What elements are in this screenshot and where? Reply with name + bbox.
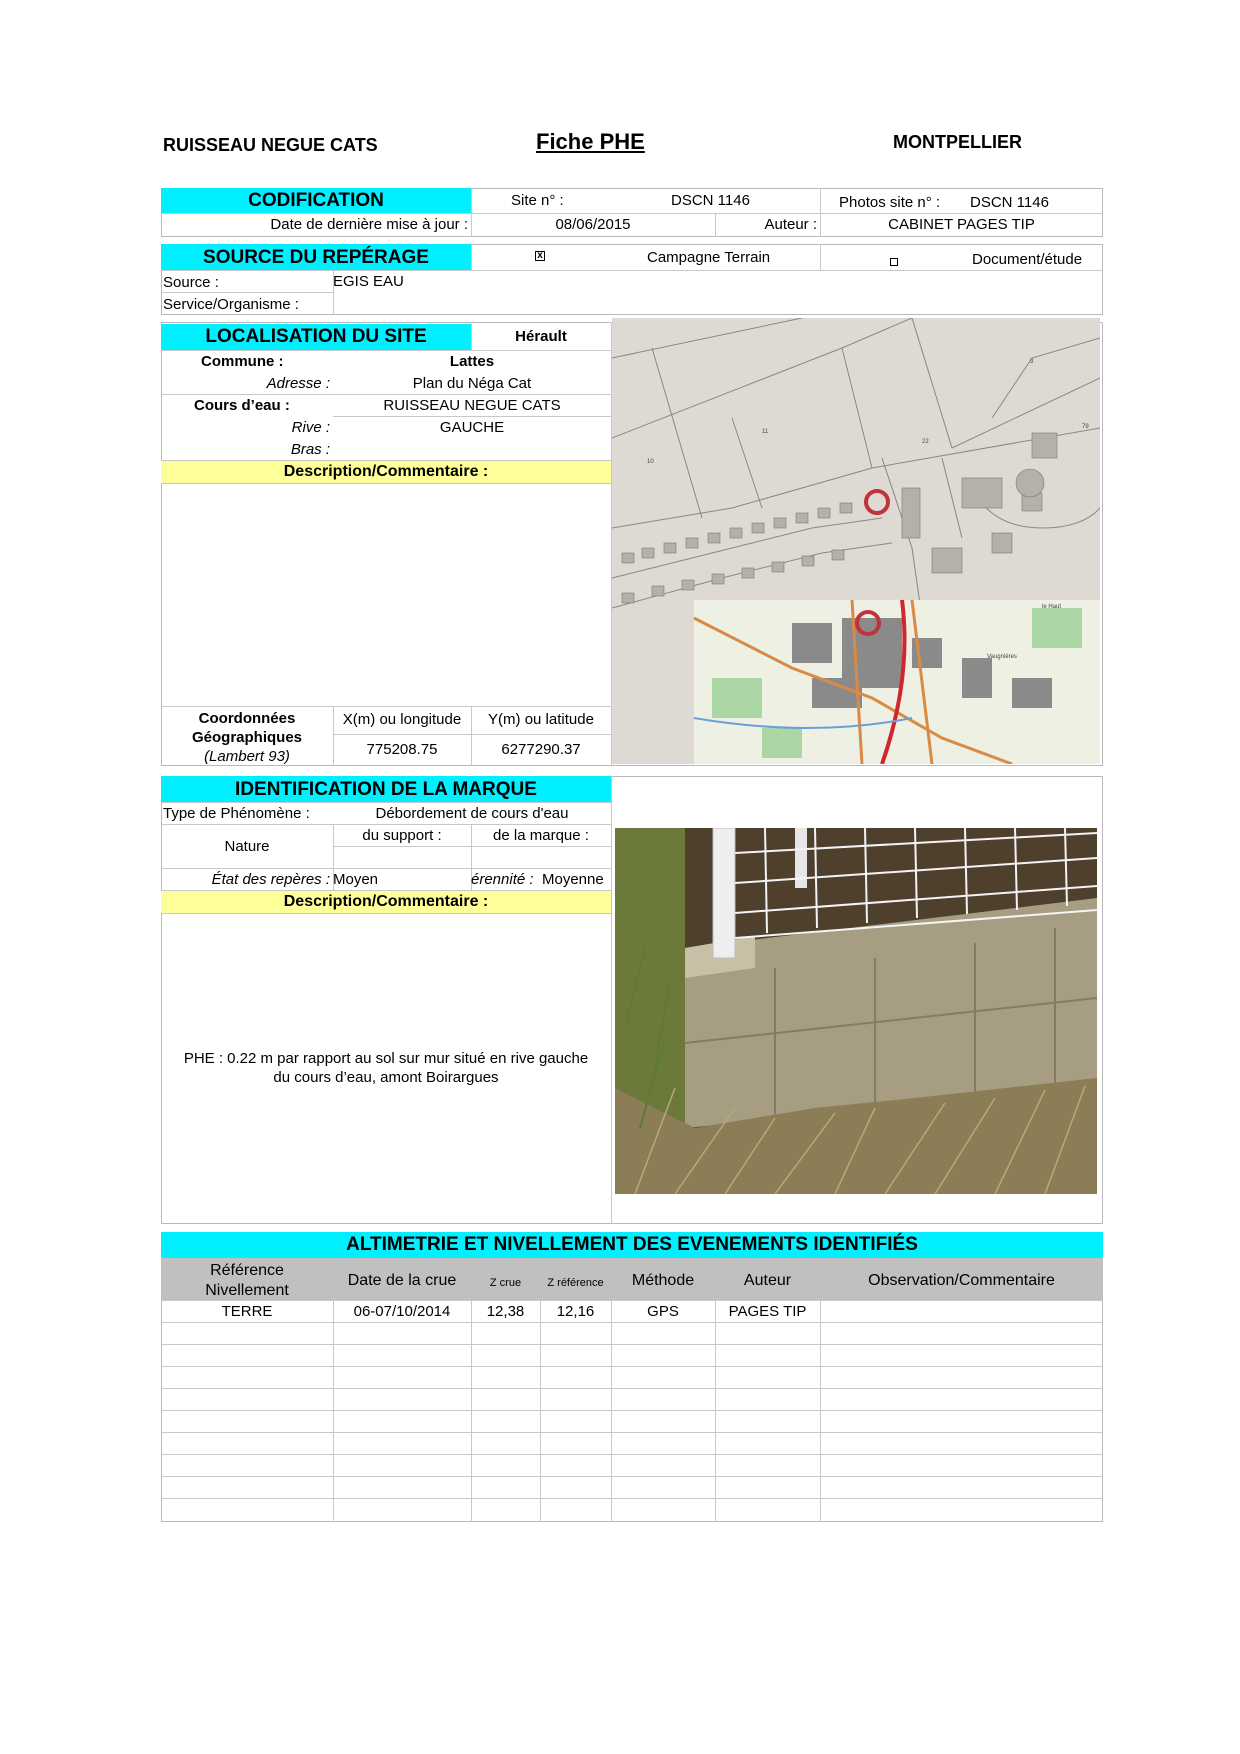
date-label: Date de dernière mise à jour : [270, 216, 468, 233]
source-title: SOURCE DU REPÉRAGE [203, 247, 429, 268]
campagne-terrain-label: Campagne Terrain [647, 249, 771, 266]
identification-description-line2: du cours d’eau, amont Boirargues [273, 1069, 499, 1086]
marque-label: de la marque : [493, 827, 589, 844]
coord-label-1: Coordonnées [198, 710, 296, 727]
coord-label-3: (Lambert 93) [204, 748, 290, 765]
type-value: Débordement de cours d'eau [375, 805, 569, 822]
document-etude-checkbox[interactable] [890, 258, 898, 266]
perennite-value: Moyenne [542, 871, 604, 888]
altimetrie-title: ALTIMETRIE ET NIVELLEMENT DES EVENEMENTS IDENTIFIÉS [346, 1234, 918, 1255]
commune-value: Lattes [449, 353, 495, 370]
type-label: Type de Phénomène : [163, 805, 310, 822]
adresse-value: Plan du Néga Cat [412, 375, 532, 392]
mark-photo [615, 828, 1097, 1194]
perennite-label: érennité : [471, 871, 534, 888]
support-label: du support : [362, 827, 442, 844]
nature-label: Nature [224, 838, 270, 855]
identification-description-line1: PHE : 0.22 m par rapport au sol sur mur situé en rive gauche [183, 1050, 589, 1067]
author-value: CABINET PAGES TIP [888, 216, 1035, 233]
source-label: Source : [163, 274, 219, 291]
cours-value: RUISSEAU NEGUE CATS [383, 397, 561, 414]
y-value: 6277290.37 [501, 741, 581, 758]
photos-label: Photos site n° : [839, 194, 941, 211]
map-label: le Haut [1042, 604, 1062, 610]
map-label: 3 [1030, 359, 1034, 365]
localisation-description-title: Description/Commentaire : [283, 463, 489, 480]
commune-label: Commune : [201, 353, 284, 370]
site-value: DSCN 1146 [671, 192, 750, 209]
cell-methode: GPS [647, 1303, 679, 1320]
service-label: Service/Organisme : [163, 296, 299, 313]
photos-value: DSCN 1146 [970, 194, 1049, 211]
map-label: 79 [1082, 424, 1089, 430]
source-value: EGIS EAU [333, 273, 404, 290]
header-left: RUISSEAU NEGUE CATS [163, 135, 378, 155]
department: Hérault [515, 328, 567, 345]
col-z-reference: Z référence [547, 1277, 604, 1289]
author-label: Auteur : [764, 216, 817, 233]
campagne-terrain-checkbox[interactable]: x [535, 251, 545, 261]
etat-value: Moyen [333, 871, 379, 888]
localisation-title: LOCALISATION DU SITE [205, 326, 427, 347]
etat-label: État des repères : [211, 871, 330, 888]
identification-title: IDENTIFICATION DE LA MARQUE [235, 779, 537, 800]
document-etude-label: Document/étude [972, 251, 1083, 268]
cell-z-reference: 12,16 [556, 1303, 595, 1320]
col-auteur: Auteur [743, 1272, 792, 1289]
col-reference-line2: Nivellement [205, 1282, 289, 1299]
col-z-crue: Z crue [489, 1277, 522, 1289]
col-methode: Méthode [631, 1272, 695, 1289]
date-value: 08/06/2015 [555, 216, 631, 233]
header-right: MONTPELLIER [893, 132, 1022, 152]
codification-title: CODIFICATION [248, 190, 384, 211]
col-reference-line1: Référence [210, 1262, 284, 1279]
map-label: 22 [922, 439, 929, 445]
site-label: Site n° : [511, 192, 564, 209]
col-date: Date de la crue [347, 1272, 457, 1289]
col-observation: Observation/Commentaire [868, 1272, 1055, 1289]
rive-label: Rive : [291, 419, 330, 436]
bras-label: Bras : [290, 441, 330, 458]
x-value: 775208.75 [366, 741, 438, 758]
cell-reference: TERRE [221, 1303, 273, 1320]
identification-description-title: Description/Commentaire : [283, 893, 489, 910]
y-label: Y(m) ou latitude [488, 711, 594, 728]
cours-label: Cours d’eau : [194, 397, 290, 414]
x-label: X(m) ou longitude [342, 711, 462, 728]
site-location-map [612, 318, 1100, 764]
cell-auteur: PAGES TIP [728, 1303, 807, 1320]
rive-value: GAUCHE [439, 419, 505, 436]
coord-label-2: Géographiques [191, 729, 303, 746]
page-title: Fiche PHE [536, 129, 645, 154]
map-label: Vaugnières [987, 654, 1017, 660]
cell-z-crue: 12,38 [486, 1303, 525, 1320]
cell-date: 06-07/10/2014 [353, 1303, 451, 1320]
map-label: 11 [762, 429, 769, 435]
map-label: 10 [647, 459, 654, 465]
adresse-label: Adresse : [266, 375, 330, 392]
